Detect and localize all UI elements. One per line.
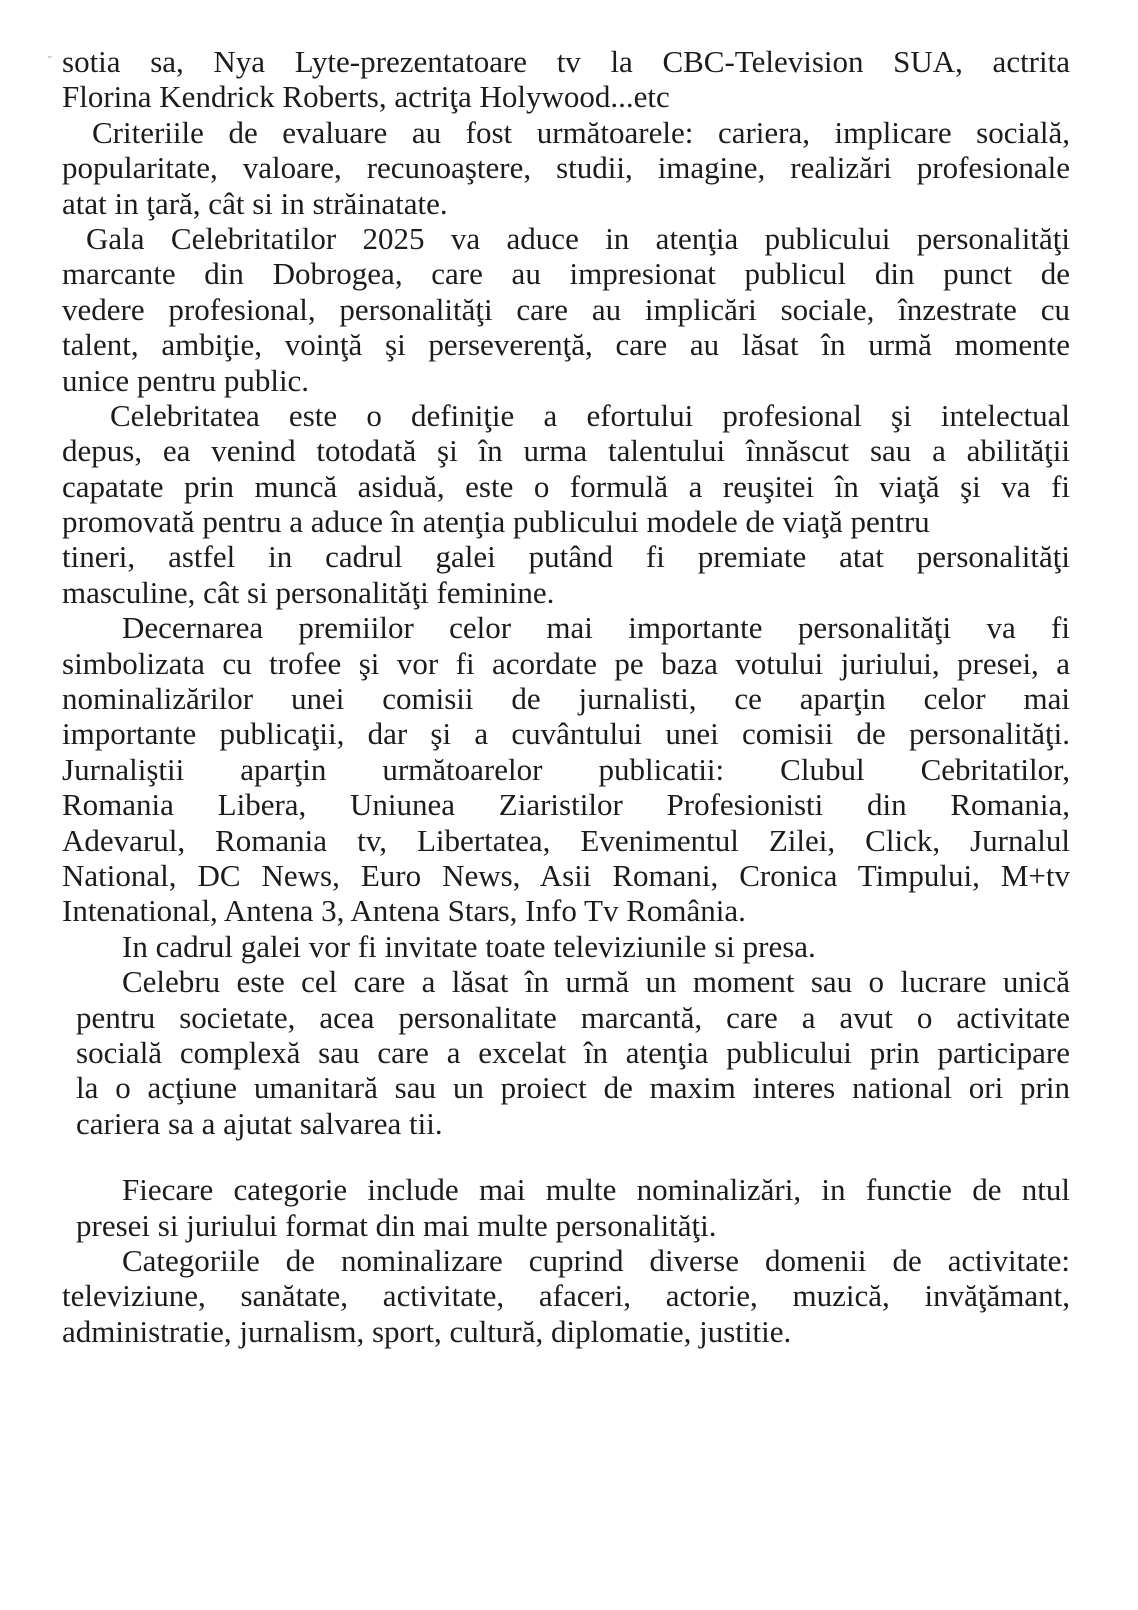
text-line: importante publicaţii, dar şi a cuvântului unei comisii de personalităţi. [62, 716, 1070, 752]
text-line: Florina Kendrick Roberts, actriţa Holywood...etc [62, 79, 670, 115]
text-line: vedere profesional, personalităţi care au implicări sociale, înzestrate cu [62, 291, 1070, 327]
text-line: Gala Celebritatilor 2025 va aduce in atenţia publicului personalităţi [86, 220, 1070, 256]
document-body [62, 44, 1070, 1349]
text-line: tineri, astfel in cadrul galei putând fi premiate atat personalităţi [62, 539, 1070, 575]
text-line: socială complexă sau care a excelat în atenţia publicului prin participare [76, 1034, 1070, 1070]
scan-mark-icon: ⌄ [46, 51, 54, 61]
text-line: unice pentru public. [62, 362, 310, 398]
text-line: marcante din Dobrogea, care au impresionat publicul din punct de [62, 256, 1070, 292]
text-line: National, DC News, Euro News, Asii Romani, Cronica Timpului, M+tv [62, 857, 1070, 893]
text-line: administratie, jurnalism, sport, cultură, diplomatie, justitie. [62, 1313, 792, 1349]
text-line: presei si juriului format din mai multe personalităţi. [76, 1207, 717, 1243]
text-line: capatate prin muncă asiduă, este o formulă a reuşitei în viaţă şi va fi [62, 468, 1070, 504]
text-line: Celebritatea este o definiţie a efortului profesional şi intelectual [110, 397, 1070, 433]
text-line: Romania Libera, Uniunea Ziaristilor Profesionisti din Romania, [62, 787, 1070, 823]
text-line: In cadrul galei vor fi invitate toate televiziunile si presa. [122, 928, 816, 964]
text-line: depus, ea venind totodată şi în urma talentului înnăscut sau a abilităţii [62, 433, 1070, 469]
paragraph-gap [62, 1141, 1070, 1172]
text-line: Intenational, Antena 3, Antena Stars, Info Tv România. [62, 893, 746, 929]
text-line: simbolizata cu trofee şi vor fi acordate pe baza votului juriului, presei, a [62, 645, 1070, 681]
text-line: promovată pentru a aduce în atenţia publicului modele de viaţă pentru [62, 504, 930, 540]
text-line: pentru societate, acea personalitate marcantă, care a avut o activitate [76, 999, 1070, 1035]
text-line: talent, ambiţie, voinţă şi perseverenţă, care au lăsat în urmă momente [62, 327, 1070, 363]
text-line: televiziune, sanătate, activitate, afaceri, actorie, muzică, invăţămant, [62, 1278, 1070, 1314]
text-line: atat in ţară, cât si in străinatate. [62, 185, 448, 221]
text-line: Categoriile de nominalizare cuprind diverse domenii de activitate: [122, 1242, 1070, 1278]
text-line: Adevarul, Romania tv, Libertatea, Evenimentul Zilei, Click, Jurnalul [62, 822, 1070, 858]
text-line: Jurnaliştii aparţin următoarelor publicatii: Clubul Cebritatilor, [62, 751, 1070, 787]
text-line: sotia sa, Nya Lyte-prezentatoare tv la CBC-Television SUA, actrita [62, 44, 1070, 79]
text-line: cariera sa a ajutat salvarea tii. [76, 1105, 443, 1141]
text-line: Fiecare categorie include mai multe nominalizări, in functie de ntul [122, 1172, 1070, 1208]
text-line: popularitate, valoare, recunoaştere, studii, imagine, realizări profesionale [62, 150, 1070, 186]
text-line: la o acţiune umanitară sau un proiect de maxim interes national ori prin [76, 1070, 1070, 1106]
text-line: Celebru este cel care a lăsat în urmă un moment sau o lucrare unică [122, 964, 1070, 1000]
text-line: Criteriile de evaluare au fost următoarele: cariera, implicare socială, [92, 114, 1070, 150]
text-line: nominalizărilor unei comisii de jurnalisti, ce aparţin celor mai [62, 681, 1070, 717]
text-line: Decernarea premiilor celor mai importante personalităţi va fi [122, 610, 1070, 646]
text-line: masculine, cât si personalităţi feminine. [62, 574, 555, 610]
